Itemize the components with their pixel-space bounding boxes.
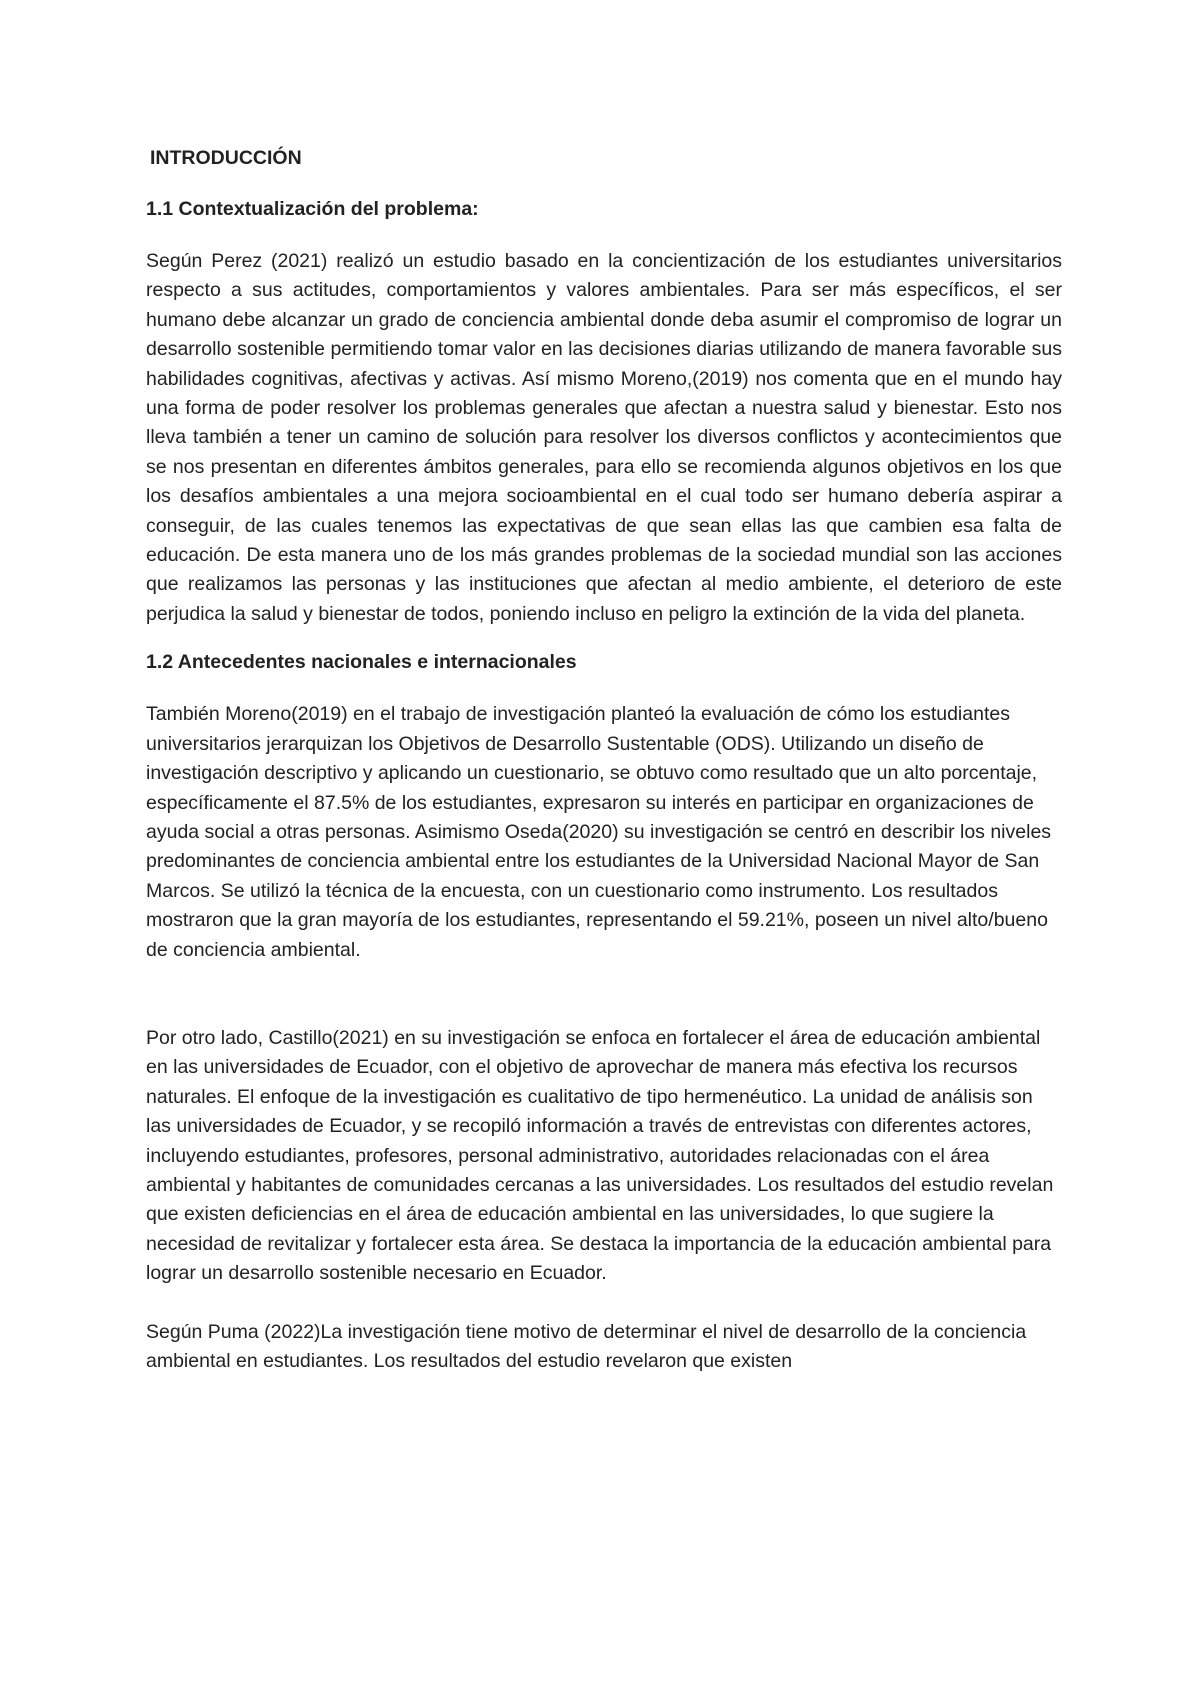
document-title: INTRODUCCIÓN [150,147,302,169]
section-heading-antecedentes: 1.2 Antecedentes nacionales e internacionales [146,651,577,674]
section-heading-contextualizacion: 1.1 Contextualización del problema: [146,198,479,220]
document-body [146,146,1062,1376]
paragraph-antecedentes-3: Según Puma (2022)La investigación tiene motivo de determinar el nivel de desarrollo de la conciencia ambiental en estudiantes. Los resultados del estudio revelaron que existen [146,1320,1027,1372]
paragraph-contextualizacion: Según Perez (2021) realizó un estudio basado en la concientización de los estudiantes universitarios respecto a sus actitudes, comportamientos y valores ambientales. Para ser más específicos, el ser humano debe alcanzar un grado de conciencia ambiental donde deba asumir el compromiso de lograr un desarrollo sostenible permitiendo tomar valor en las decisiones diarias utilizando de manera favorable sus habilidades cognitivas, afectivas y activas. Así mismo Moreno,(2019) nos comenta que en el mundo hay una forma de poder resolver los problemas generales que afectan a nuestra salud y bienestar. Esto nos lleva también a tener un camino de solución para resolver los diversos conflictos y acontecimientos que se nos presentan en diferentes ámbitos generales, para ello se recomienda algunos objetivos en los que los desafíos ambientales a una mejora socioambiental en el cual todo ser humano debería aspirar a conseguir, de las cuales tenemos las expectativas de que sean ellas las que cambien esa falta de educación. De esta manera uno de los más grandes problemas de la sociedad mundial son las acciones que realizamos las personas y las instituciones que afectan al medio ambiente, el deterioro de este perjudica la salud y bienestar de todos, poniendo incluso en peligro la extinción de la vida del planeta. [146,250,1062,625]
paragraph-antecedentes-1: También Moreno(2019) en el trabajo de investigación planteó la evaluación de cómo los estudiantes universitarios jerarquizan los Objetivos de Desarrollo Sustentable (ODS). Utilizando un diseño de investigación descriptivo y aplicando un cuestionario, se obtuvo como resultado que un alto porcentaje, específicamente el 87.5% de los estudiantes, expresaron su interés en participar en organizaciones de ayuda social a otras personas. Asimismo Oseda(2020) su investigación se centró en describir los niveles predominantes de conciencia ambiental entre los estudiantes de la Universidad Nacional Mayor de San Marcos. Se utilizó la técnica de la encuesta, con un cuestionario como instrumento. Los resultados mostraron que la gran mayoría de los estudiantes, representando el 59.21%, poseen un nivel alto/bueno de conciencia ambiental. [146,703,1052,961]
paragraph-antecedentes-2: Por otro lado, Castillo(2021) en su investigación se enfoca en fortalecer el área de educación ambiental en las universidades de Ecuador, con el objetivo de aprovechar de manera más efectiva los recursos naturales. El enfoque de la investigación es cualitativo de tipo hermenéutico. La unidad de análisis son las universidades de Ecuador, y se recopiló información a través de entrevistas con diferentes actores, incluyendo estudiantes, profesores, personal administrativo, autoridades relacionadas con el área ambiental y habitantes de comunidades cercanas a las universidades. Los resultados del estudio revelan que existen deficiencias en el área de educación ambiental en las universidades, lo que sugiere la necesidad de revitalizar y fortalecer esta área. Se destaca la importancia de la educación ambiental para lograr un desarrollo sostenible necesario en Ecuador. [146,1026,1054,1285]
